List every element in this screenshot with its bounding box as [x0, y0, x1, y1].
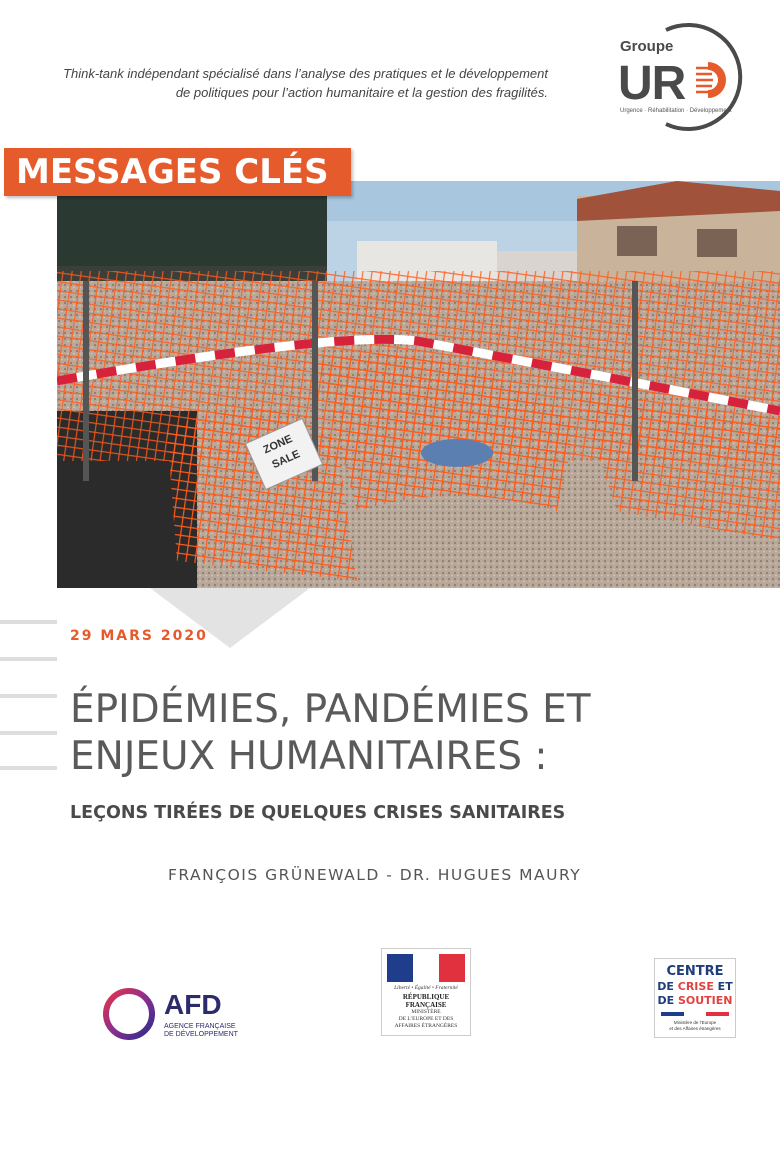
cover-photo — [57, 181, 780, 588]
ccs-ministry-line-2: et des Affaires étrangères — [669, 1026, 721, 1031]
page-title — [70, 686, 591, 780]
fence-photo-illustration — [57, 181, 780, 588]
publication-date: 29 MARS 2020 — [70, 628, 208, 644]
ccs-line-2: DE CRISE ET — [657, 980, 733, 993]
urd-subtitle: Urgence · Réhabilitation · Développement — [620, 108, 732, 114]
rf-ministry-line-2: DE L’EUROPE ET DES — [398, 1016, 454, 1022]
groupe-urd-logo — [596, 22, 766, 134]
messages-cles-badge: MESSAGES CLÉS — [4, 148, 351, 196]
sign-line-2: SALE — [270, 448, 302, 472]
tagline — [40, 64, 548, 102]
rf-ministry-line-1: MINISTÈRE — [411, 1009, 441, 1015]
afd-line-2: DE DÉVELOPPEMENT — [164, 1031, 238, 1038]
title-line-2: ENJEUX HUMANITAIRES : — [70, 734, 548, 779]
ccs-line-3: DE SOUTIEN — [657, 994, 733, 1007]
afd-logo — [100, 985, 260, 1045]
ccs-flag-bar-icon — [661, 1012, 729, 1016]
urd-letters: UR — [618, 57, 686, 110]
page-subtitle: LEÇONS TIRÉES DE QUELQUES CRISES SANITAIRES — [70, 803, 566, 823]
republique-francaise-logo — [381, 948, 471, 1036]
tagline-line-2: de politiques pour l’action humanitaire et la gestion des fragilités. — [175, 85, 548, 100]
marianne-flag-icon — [387, 954, 465, 982]
afd-line-1: AGENCE FRANÇAISE — [164, 1023, 236, 1030]
decorative-lines-icon — [0, 620, 60, 770]
ccs-line-1: CENTRE — [666, 964, 724, 979]
rf-name: RÉPUBLIQUE FRANÇAISE — [402, 993, 450, 1009]
sign-line-1: ZONE — [261, 432, 295, 457]
tagline-line-1: Think-tank indépendant spécialisé dans l’analyse des pratiques et le développement — [63, 66, 548, 81]
afd-ring-icon — [100, 985, 160, 1045]
title-line-1: ÉPIDÉMIES, PANDÉMIES ET — [70, 687, 591, 732]
authors: FRANÇOIS GRÜNEWALD - DR. HUGUES MAURY — [168, 866, 582, 884]
ccs-ministry-line-1: Ministère de l’Europe — [673, 1020, 717, 1025]
urd-groupe-label: Groupe — [620, 38, 674, 55]
rf-motto: Liberté • Égalité • Fraternité — [394, 985, 458, 991]
rf-ministry-line-3: AFFAIRES ÉTRANGÈRES — [394, 1023, 458, 1029]
centre-crise-soutien-logo — [654, 958, 736, 1038]
afd-name: AFD — [164, 989, 222, 1020]
